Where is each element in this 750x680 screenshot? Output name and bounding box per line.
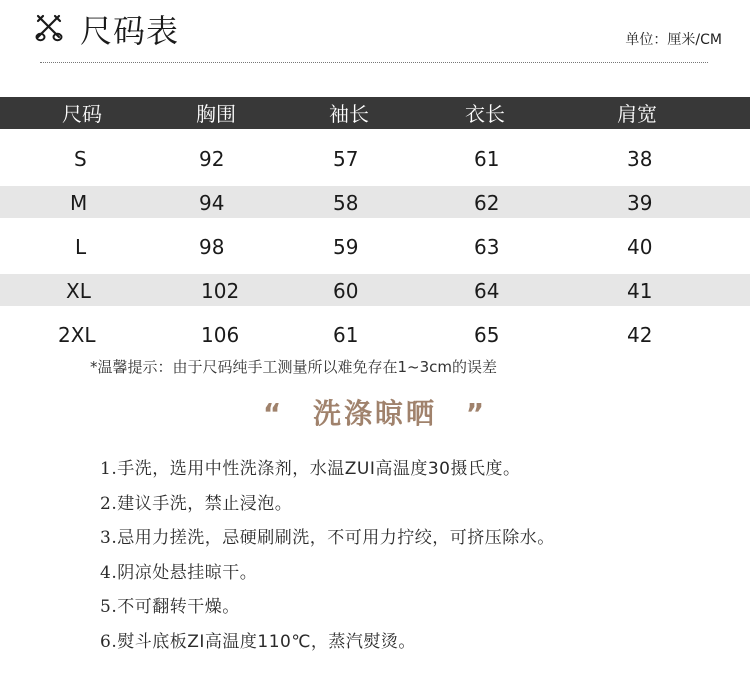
item-text: 建议手洗，禁止浸泡。 [117, 493, 293, 514]
item-number: 2. [100, 493, 118, 514]
item-text: 不可翻转干燥。 [117, 597, 240, 617]
size-cell: L [75, 235, 87, 259]
table-row [0, 227, 750, 271]
list-item [100, 594, 555, 629]
item-number: 6. [100, 631, 118, 652]
item-number: 5. [100, 597, 118, 617]
chest-cell: 94 [199, 191, 225, 215]
shoulder-cell: 40 [627, 235, 653, 259]
shoulder-cell: 38 [627, 147, 653, 171]
column-header-shoulder: 肩宽 [617, 102, 657, 126]
size-cell: S [74, 147, 87, 171]
list-item [100, 491, 555, 526]
column-header-length: 衣长 [465, 102, 505, 126]
length-cell: 61 [474, 147, 500, 171]
item-text: 熨斗底板ZI高温度110℃，蒸汽熨烫。 [117, 631, 416, 652]
chest-cell: 102 [201, 279, 240, 303]
sleeve-cell: 60 [333, 279, 359, 303]
unit-label: 单位：厘米/CM [625, 32, 722, 48]
table-row [0, 271, 750, 315]
shoulder-cell: 41 [627, 279, 653, 303]
item-text: 手洗，选用中性洗涤剂，水温ZUI高温度30摄氏度。 [117, 459, 521, 479]
close-quote: ” [465, 397, 488, 430]
length-cell: 64 [474, 279, 500, 303]
list-item [100, 525, 555, 560]
size-cell: M [70, 191, 88, 215]
column-header-size: 尺码 [62, 102, 102, 126]
item-number: 4. [100, 562, 118, 583]
dotted-divider [40, 62, 708, 63]
item-text: 忌用力搓洗，忌硬刷刷洗，不可用力拧绞，可挤压除水。 [117, 528, 555, 548]
table-row [0, 183, 750, 227]
scissors-icon [32, 10, 66, 44]
open-quote: “ [262, 397, 285, 430]
table-row [0, 315, 750, 359]
table-header [0, 97, 750, 129]
chest-cell: 92 [199, 147, 225, 171]
shoulder-cell: 42 [627, 323, 653, 347]
column-header-chest: 胸围 [196, 102, 236, 126]
sleeve-cell: 58 [333, 191, 359, 215]
length-cell: 62 [474, 191, 500, 215]
list-item [100, 629, 555, 664]
measurement-note: *温馨提示：由于尺码纯手工测量所以难免存在1~3cm的误差 [90, 358, 498, 376]
chest-cell: 106 [201, 323, 240, 347]
shoulder-cell: 39 [627, 191, 653, 215]
item-number: 1. [100, 459, 118, 479]
care-instructions-list [100, 456, 555, 663]
length-cell: 63 [474, 235, 500, 259]
list-item [100, 560, 555, 595]
length-cell: 65 [474, 323, 500, 347]
care-title-text: 洗涤晾晒 [312, 397, 437, 430]
size-cell: XL [66, 279, 91, 303]
item-number: 3. [100, 528, 118, 548]
list-item [100, 456, 555, 491]
chest-cell: 98 [199, 235, 225, 259]
item-text: 阴凉处悬挂晾干。 [117, 562, 258, 583]
size-cell: 2XL [58, 323, 96, 347]
sleeve-cell: 59 [333, 235, 359, 259]
sleeve-cell: 57 [333, 147, 359, 171]
care-section-title [0, 392, 750, 432]
sleeve-cell: 61 [333, 323, 359, 347]
column-header-sleeve: 袖长 [329, 102, 369, 126]
size-table [0, 97, 750, 359]
page-title: 尺码表 [80, 12, 180, 50]
table-row [0, 139, 750, 183]
